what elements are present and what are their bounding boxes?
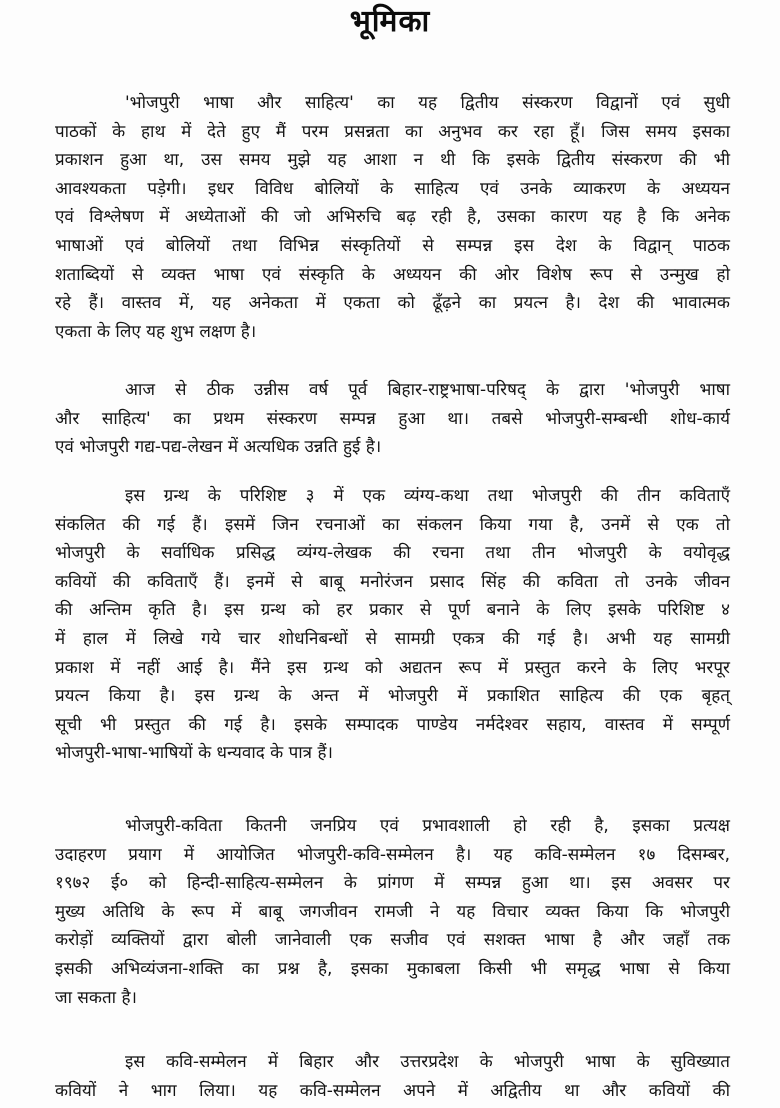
paragraph-2 [55,376,730,462]
text-line: १९७२ ई० को हिन्दी-साहित्य-सम्मेलन के प्रांगण में सम्पन्न हुआ था। इस अवसर पर [55,873,730,894]
text-line: प्रयत्न किया है। इस ग्रन्थ के अन्त में भोजपुरी में प्रकाशित साहित्य की एक बृहत् [55,686,730,707]
text-line: कवियों ने भाग लिया। यह कवि-सम्मेलन अपने में अद्वितीय था और कवियों की [55,1080,730,1101]
text-line: जा सकता है। [55,987,137,1008]
paragraph-1 [55,89,730,346]
text-line: आवश्यकता पड़ेगी। इधर विविध बोलियों के साहित्य एवं उनके व्याकरण के अध्ययन [55,178,730,199]
text-line: प्रकाशन हुआ था, उस समय मुझे यह आशा न थी कि इसके द्वितीय संस्करण की भी [55,150,730,171]
text-line: पाठकों के हाथ में देते हुए मैं परम प्रसन्नता का अनुभव कर रहा हूँ। जिस समय इसका [55,121,730,142]
text-line: इस कवि-सम्मेलन में बिहार और उत्तरप्रदेश के भोजपुरी भाषा के सुविख्यात [125,1052,730,1072]
text-line: भोजपुरी-भाषा-भाषियों के धन्यवाद के पात्र हैं। [55,743,333,764]
text-line: एकता के लिए यह शुभ लक्षण है। [55,321,257,342]
text-line: इस ग्रन्थ के परिशिष्ट ३ में एक व्यंग्य-कथा तथा भोजपुरी की तीन कविताएँ [125,486,730,506]
text-line: इसकी अभिव्यंजना-शक्ति का प्रश्न है, इसका मुकाबला किसी भी समृद्ध भाषा से किया [55,958,730,979]
text-line: मुख्य अतिथि के रूप में बाबू जगजीवन रामजी ने यह विचार व्यक्त किया कि भोजपुरी [55,901,730,922]
text-line: उदाहरण प्रयाग में आयोजित भोजपुरी-कवि-सम्मेलन है। यह कवि-सम्मेलन १७ दिसम्बर, [55,844,730,865]
text-line: और साहित्य' का प्रथम संस्करण सम्पन्न हुआ था। तबसे भोजपुरी-सम्बन्धी शोध-कार्य [55,408,730,429]
text-line: आज से ठीक उन्नीस वर्ष पूर्व बिहार-राष्ट्रभाषा-परिषद् के द्वारा 'भोजपुरी भाषा [125,380,730,400]
paragraph-4 [55,812,730,1012]
paragraph-3 [55,482,730,768]
text-line: सूची भी प्रस्तुत की गई है। इसके सम्पादक पाण्डेय नर्मदेश्वर सहाय, वास्तव में सम्पूर्ण [55,714,730,735]
text-line: भाषाओं एवं बोलियों तथा विभिन्न संस्कृतियों से सम्पन्न इस देश के विद्वान् पाठक [55,235,730,256]
page-title: भूमिका [349,4,431,39]
text-line: प्रकाश में नहीं आई है। मैंने इस ग्रन्थ को अद्यतन रूप में प्रस्तुत करने के लिए भरपूर [55,657,730,678]
text-line: एवं भोजपुरी गद्य-पद्य-लेखन में अत्यधिक उन्नति हुई है। [55,437,382,458]
text-line: भोजपुरी के सर्वाधिक प्रसिद्ध व्यंग्य-लेखक की रचना तथा तीन भोजपुरी के वयोवृद्ध [55,543,730,564]
text-line: संकलित की गई हैं। इसमें जिन रचनाओं का संकलन किया गया है, उनमें से एक तो [55,514,730,535]
text-line: 'भोजपुरी भाषा और साहित्य' का यह द्वितीय संस्करण विद्वानों एवं सुधी [125,93,730,113]
text-line: शताब्दियों से व्यक्त भाषा एवं संस्कृति के अध्ययन की ओर विशेष रूप से उन्मुख हो [55,264,730,285]
text-line: में हाल में लिखे गये चार शोधनिबन्धों से सामग्री एकत्र की गई है। अभी यह सामग्री [55,628,730,649]
text-line: भोजपुरी-कविता कितनी जनप्रिय एवं प्रभावशाली हो रही है, इसका प्रत्यक्ष [125,816,730,836]
text-line: रहे हैं। वास्तव में, यह अनेकता में एकता को ढूँढ़ने का प्रयत्न है। देश की भावात्मक [55,293,730,314]
text-line: कवियों की कविताएँ हैं। इनमें से बाबू मनोरंजन प्रसाद सिंह की कविता तो उनके जीवन [55,571,730,592]
text-line: की अन्तिम कृति है। इस ग्रन्थ को हर प्रकार से पूर्ण बनाने के लिए इसके परिशिष्ट ४ [55,600,730,621]
text-line: एवं विश्लेषण में अध्येताओं की जो अभिरुचि बढ़ रही है, उसका कारण यह है कि अनेक [55,207,730,228]
paragraph-5 [55,1048,730,1105]
text-line: करोड़ों व्यक्तियों द्वारा बोली जानेवाली एक सजीव एवं सशक्त भाषा है और जहाँ तक [55,930,730,951]
